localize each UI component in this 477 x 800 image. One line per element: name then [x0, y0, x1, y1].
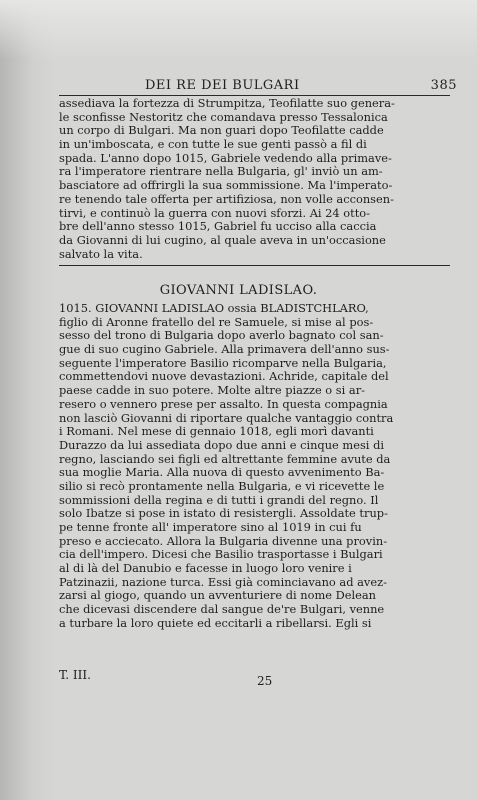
text-line: al di là del Danubio e facesse in luogo loro venire i: [59, 562, 352, 576]
text-line: a turbare la loro quiete ed eccitarli a ribellarsi. Egli si: [59, 616, 372, 630]
text-line: sommissioni della regina e di tutti i grandi del regno. Il: [59, 493, 379, 507]
header-rule: [59, 95, 450, 96]
text-line: paese cadde in suo potere. Molte altre piazze o si ar-: [59, 384, 365, 398]
text-line: basciatore ad offrirgli la sua sommissione. Ma l'imperato-: [59, 179, 393, 193]
text-line: Durazzo da lui assediata dopo due anni e cinque mesi di: [59, 438, 385, 452]
text-line: assediava la fortezza di Strumpitza, Teofilatte suo genera-: [59, 97, 395, 110]
text-line: preso e acciecato. Allora la Bulgaria divenne una provin-: [59, 534, 388, 548]
text-line: i Romani. Nel mese di gennaio 1018, egli morì davanti: [59, 425, 374, 439]
section-title: GIOVANNI LADISLAO.: [159, 283, 318, 298]
running-header: [145, 78, 457, 94]
text-line: spada. L'anno dopo 1015, Gabriele vedendo alla primave-: [59, 151, 392, 165]
text-line: ra l'imperatore rientrare nella Bulgaria, gl' inviò un am-: [59, 165, 383, 179]
text-line: tirvi, e continuò la guerra con nuovi sforzi. Ai 24 otto-: [59, 206, 371, 220]
text-line: 1015. GIOVANNI LADISLAO ossia BLADISTCHLARO,: [59, 302, 369, 315]
text-line: solo Ibatze si pose in istato di resistergli. Assoldate trup-: [59, 507, 388, 521]
page-gutter-shadow: [0, 0, 55, 800]
text-line: da Giovanni di lui cugino, al quale aveva in un'occasione: [59, 233, 386, 247]
running-title: DEI RE DEI BULGARI: [145, 78, 300, 93]
text-line: sua moglie Maria. Alla nuova di questo avvenimento Ba-: [59, 466, 385, 480]
text-line: Patzinazii, nazione turca. Essi già cominciavano ad avez-: [59, 575, 387, 589]
page-number: 385: [430, 78, 457, 93]
text-line: cia dell'impero. Dicesi che Basilio trasportasse i Bulgari: [59, 548, 383, 562]
paragraph-2: [59, 302, 445, 631]
text-line: pe tenne fronte all' imperatore sino al 1019 in cui fu: [59, 521, 362, 534]
text-line: silio si recò prontamente nella Bulgaria, e vi ricevette le: [59, 479, 385, 493]
section-rule-top: [59, 265, 450, 266]
text-line: regno, lasciando sei figli ed altrettante femmine avute da: [59, 452, 391, 466]
page-top-band: [0, 0, 477, 60]
text-line: bre dell'anno stesso 1015, Gabriel fu ucciso alla caccia: [59, 220, 377, 234]
signature-mark: 25: [257, 674, 273, 688]
text-line: figlio di Aronne fratello del re Samuele, si mise al pos-: [59, 315, 374, 329]
text-line: le sconfisse Nestoritz che comandava presso Tessalonica: [59, 110, 388, 124]
text-line: che dicevasi discendere dal sangue de're Bulgari, venne: [59, 603, 385, 617]
text-line: salvato la vita.: [59, 247, 143, 261]
paragraph-1: [59, 97, 445, 261]
text-line: re tenendo tale offerta per artifiziosa, non volle acconsen-: [59, 192, 394, 206]
text-line: gue di suo cugino Gabriele. Alla primavera dell'anno sus-: [59, 343, 390, 357]
text-line: commettendovi nuove devastazioni. Achride, capitale del: [59, 370, 389, 384]
text-line: sesso del trono di Bulgaria dopo averlo bagnato col san-: [59, 329, 384, 343]
text-line: seguente l'imperatore Basilio ricomparve nella Bulgaria,: [59, 356, 387, 370]
text-line: in un'imboscata, e con tutte le sue genti passò a fil di: [59, 138, 367, 152]
text-line: un corpo di Bulgari. Ma non guari dopo Teofilatte cadde: [59, 124, 384, 138]
text-line: non lasciò Giovanni di riportare qualche vantaggio contra: [59, 411, 394, 425]
text-line: zarsi al giogo, quando un avventuriere di nome Delean: [59, 589, 376, 603]
text-line: resero o vennero prese per assalto. In questa compagnia: [59, 397, 388, 411]
volume-mark: T. III.: [59, 668, 91, 682]
